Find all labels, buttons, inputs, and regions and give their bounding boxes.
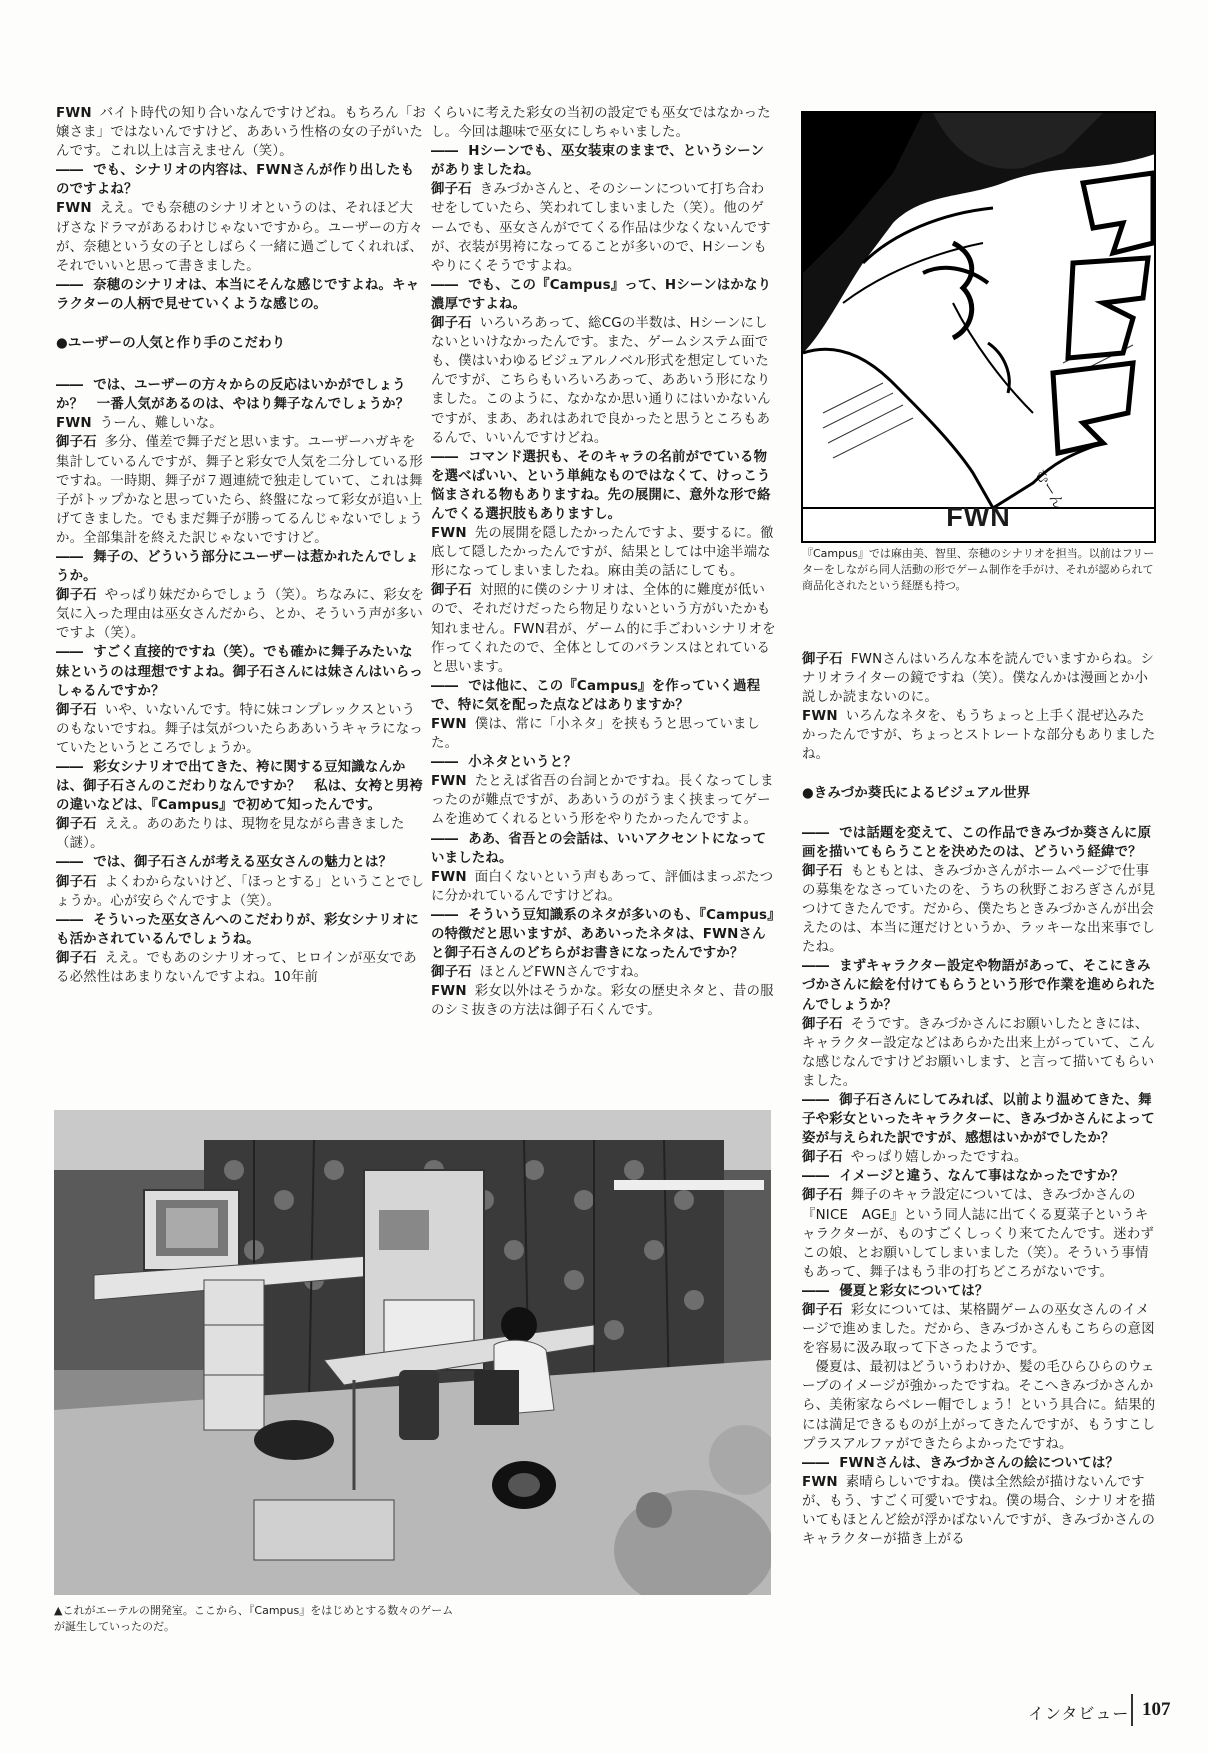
speaker-label: FWN bbox=[56, 201, 92, 217]
interviewer-question bbox=[431, 677, 776, 715]
utterance-text: 優夏と彩女については？ bbox=[839, 1283, 989, 1299]
utterance-text: 御子石さんにしてみれば、以前より温めてきた、舞子や彩女といったキャラクターに、きみづかさんによって姿が与えられた訳ですが、感想はいかがでしたか？ bbox=[802, 1092, 1155, 1147]
speaker-label: 御子石 bbox=[431, 583, 472, 599]
interview-paragraph bbox=[802, 707, 1158, 764]
text-column-3 bbox=[802, 650, 1158, 1549]
utterance-text: 面白くないという声もあって、評価はまっぷたつに分かれているんですけどね。 bbox=[431, 869, 774, 904]
interview-paragraph bbox=[431, 314, 776, 448]
interview-paragraph bbox=[431, 180, 776, 275]
utterance-text: やっぱり嬉しかったですね。 bbox=[850, 1150, 1028, 1166]
interview-paragraph bbox=[431, 104, 776, 142]
utterance-text: 小ネタというと？ bbox=[468, 755, 577, 771]
section-heading: ●きみづか葵氏によるビジュアル世界 bbox=[802, 785, 1031, 801]
speaker-label: ―― bbox=[431, 678, 459, 694]
speaker-label: 御子石 bbox=[802, 1188, 843, 1204]
illustration-caption: 『Campus』では麻由美、智里、奈穂のシナリオを担当。以前はフリーターをしながら同人活動の形でゲーム制作を手がけ、それが認められて商品化されたという経歴も持つ。 bbox=[802, 547, 1155, 592]
section-heading: ●ユーザーの人気と作り手のこだわり bbox=[56, 336, 286, 352]
utterance-text: 彩女シナリオで出てきた、袴に関する豆知識なんかは、御子石さんのこだわりなんですか？ 私は、女袴と男袴の違いなどは、『Campus』で初めて知ったんです。 bbox=[56, 760, 423, 814]
utterance-text: 舞子の、どういう部分にユーザーは惹かれたんでしょうか。 bbox=[56, 549, 419, 585]
utterance-text: 先の展開を隠したかったんですよ、要するに。徹底して隠したかったんですが、結果としては中途半端な形になってしまいましたね。麻由美の話にしても。 bbox=[431, 526, 774, 580]
utterance-text: 対照的に僕のシナリオは、全体的に難度が低いので、それだけだったら物足りないという方がいたかも知れません。FWN君が、ゲーム的に手ごわいシナリオを作ってくれたので、全体としてのバランスはとれていると思います。 bbox=[431, 583, 776, 675]
utterance-text: バイト時代の知り合いなんですけどね。もちろん「お嬢さま」ではないんですけど、ああいう性格の女の子がいたんです。これ以上は言えません（笑）。 bbox=[56, 106, 426, 160]
interviewer-question bbox=[56, 643, 426, 700]
interviewer-question bbox=[56, 376, 426, 414]
speaker-label: 御子石 bbox=[56, 874, 97, 890]
interviewer-question bbox=[56, 758, 426, 815]
utterance-text: ああ、省吾との会話は、いいアクセントになっていましたね。 bbox=[431, 831, 767, 866]
utterance-text: 舞子のキャラ設定については、きみづかさんの『NICE AGE』という同人誌に出てくる夏菜子というキャラクターが、ものすごくしっくり来てたんです。迷わずこの娘、とお願いしてしまいました（笑）。そういう事情もあって、舞子はもう非の打ちどころがないです。 bbox=[802, 1188, 1155, 1280]
fwn-illustration bbox=[801, 111, 1156, 543]
interviewer-question bbox=[56, 161, 426, 199]
utterance-text: いろいろあって、総CGの半数は、Hシーンにしないといけなかったんです。また、ゲームシステム面でも、僕はいわゆるビジュアルノベル形式を想定していたんですが、こちらもいろいろあって、ああいう形になりました。このように、なかなか思い通りにはいかないんですが、まあ、あれはあれで良かったと思うところもあるんで、いいんですけどね。 bbox=[431, 316, 771, 446]
interview-paragraph bbox=[431, 581, 776, 676]
speaker-label: FWN bbox=[431, 717, 467, 732]
speaker-label: 御子石 bbox=[56, 817, 97, 833]
speaker-label: ―― bbox=[802, 959, 830, 975]
speaker-label: 御子石 bbox=[56, 950, 97, 966]
utterance-text: では他に、この『Campus』を作っていく過程で、特に気を配った点などはありますか？ bbox=[431, 678, 761, 713]
utterance-text: FWNさんはいろんな本を読んでいますからね。シナリオライターの鏡ですね（笑）。僕なんかは漫画とか小説しか読まないのに。 bbox=[802, 652, 1155, 706]
interviewer-question bbox=[431, 906, 776, 963]
interview-paragraph bbox=[431, 772, 776, 829]
utterance-text: ええ。あのあたりは、現物を見ながら書きました（謎）。 bbox=[56, 817, 405, 852]
utterance-text: でも、シナリオの内容は、FWNさんが作り出したものですよね？ bbox=[56, 163, 415, 198]
speaker-label: 御子石 bbox=[802, 863, 843, 879]
interview-paragraph bbox=[56, 199, 426, 275]
speaker-label: ―― bbox=[802, 1283, 830, 1299]
interview-paragraph bbox=[802, 1358, 1158, 1453]
speaker-label: ―― bbox=[56, 760, 84, 775]
speaker-label: ―― bbox=[56, 378, 84, 394]
page-number: 107 bbox=[1142, 1699, 1171, 1720]
interview-paragraph bbox=[56, 414, 426, 433]
interview-paragraph bbox=[431, 524, 776, 581]
speaker-label: 御子石 bbox=[431, 316, 472, 332]
utterance-text: コマンド選択も、そのキャラの名前がでている物を選べばいい、という単純なものではなくて、けっこう悩まされる物もありますね。先の展開に、意外な形で絡んでくる選択肢もありますし。 bbox=[431, 449, 771, 522]
interview-paragraph bbox=[56, 433, 426, 548]
interviewer-question bbox=[56, 853, 426, 872]
utterance-text: 素晴らしいですね。僕は全然絵が描けないんですが、もう、すごく可愛いですね。僕の場合、シナリオを描いてもほとんど絵が浮かばないんですが、きみづかさんのキャラクターが描き上がる bbox=[802, 1474, 1156, 1548]
speaker-label: ―― bbox=[56, 912, 84, 928]
interview-paragraph bbox=[802, 650, 1158, 707]
footer-divider bbox=[1131, 1694, 1133, 1726]
office-photo bbox=[54, 1110, 771, 1595]
utterance-text: 優夏は、最初はどういうわけか、髪の毛ひらひらのウェーブのイメージが強かったですね。そこへきみづかさんから、美術家ならベレー帽でしょう！という具合に。結果的には満足できるものが上がってきたんですが、もうすこしプラスアルファができたらよかったですね。 bbox=[802, 1360, 1156, 1452]
interview-paragraph bbox=[56, 586, 426, 643]
utterance-text: きみづかさんと、そのシーンについて打ち合わせをしていたら、笑われてしまいました（笑）。他のゲームでも、巫女さんがでてくる作品は少なくないんですが、衣装が男袴になってることが多いので、Hシーンもやりにくそうですよね。 bbox=[431, 182, 771, 274]
utterance-text: 多分、僅差で舞子だと思います。ユーザーハガキを集計しているんですが、舞子と彩女で人気を二分している形ですね。一時期、舞子が７週連続で独走していて、これは舞子がトップかなと思っていたら、終盤になって彩女が追い上げてきました。でもまだ舞子が勝ってるんじゃないでしょうか。全部集計を終えた訳じゃないですけど。 bbox=[56, 435, 423, 546]
interviewer-question bbox=[56, 911, 426, 949]
utterance-text: イメージと違う、なんて事はなかったですか？ bbox=[839, 1169, 1125, 1185]
utterance-text: そういう豆知識系のネタが多いのも、『Campus』の特徴だと思いますが、ああいったネタは、FWNさんと御子石さんのどちらがお書きになったんですか？ bbox=[431, 907, 775, 962]
speaker-label: ―― bbox=[431, 907, 459, 923]
interview-paragraph bbox=[802, 862, 1158, 957]
speaker-label: FWN bbox=[431, 774, 467, 790]
interviewer-question bbox=[802, 1454, 1158, 1473]
speaker-label: FWN bbox=[431, 869, 467, 885]
utterance-text: もともとは、きみづかさんがホームページで仕事の募集をなさっていたのを、うちの秋野こおろぎさんが見つけてきたんです。だから、僕たちときみづかさんが出会えたのは、本当に運だけというか、ラッキーな出来事でしたね。 bbox=[802, 863, 1156, 956]
interviewer-question bbox=[56, 276, 426, 314]
speaker-label: FWN bbox=[56, 416, 92, 432]
speaker-label: ―― bbox=[431, 277, 459, 293]
utterance-text: やっぱり妹だからでしょう（笑）。ちなみに、彩女を気に入った理由は巫女さんだから、とか、そういう声が多いですよ（笑）。 bbox=[56, 588, 425, 642]
speaker-label: ―― bbox=[802, 1169, 830, 1185]
speaker-label: 御子石 bbox=[802, 652, 843, 667]
utterance-text: FWNさんは、きみづかさんの絵については？ bbox=[839, 1455, 1120, 1471]
utterance-text: いろんなネタを、もうちょっと上手く混ぜ込みたかったんですが、ちょっとストレートな部分もありましたね。 bbox=[802, 709, 1156, 763]
speaker-label: FWN bbox=[56, 106, 92, 121]
interview-paragraph bbox=[431, 963, 776, 982]
utterance-text: Hシーンでも、巫女装束のままで、というシーンがありましたね。 bbox=[431, 144, 765, 179]
artist-name: FWN bbox=[946, 502, 1011, 532]
office-photo-drawing bbox=[54, 1110, 771, 1595]
interviewer-question bbox=[56, 548, 426, 586]
utterance-text: そうです。きみづかさんにお願いしたときには、キャラクター設定などはあらかた出来上がっていて、こんな感じなんですけどお願いします、と言って描いてもらいました。 bbox=[802, 1016, 1155, 1089]
interviewer-question bbox=[431, 448, 776, 524]
interviewer-question bbox=[802, 1167, 1158, 1186]
utterance-text: 奈穂のシナリオは、本当にそんな感じですよね。キャラクターの人柄で見せていくような感じの。 bbox=[56, 277, 420, 312]
interviewer-question bbox=[431, 830, 776, 868]
speaker-label: ―― bbox=[802, 1455, 830, 1471]
utterance-text: うーん、難しいな。 bbox=[99, 416, 223, 432]
interviewer-question bbox=[802, 1282, 1158, 1301]
interview-paragraph bbox=[431, 982, 776, 1020]
utterance-text: いや、いないんです。特に妹コンプレックスというのもないですね。舞子は気がついたらああいうキャラになっていたというところでしょうか。 bbox=[56, 702, 423, 756]
speaker-label: FWN bbox=[431, 526, 467, 542]
interview-paragraph bbox=[802, 1148, 1158, 1167]
utterance-text: ええ。でもあのシナリオって、ヒロインが巫女である必然性はあまりないんですよね。10年前 bbox=[56, 950, 417, 986]
speaker-label: 御子石 bbox=[431, 182, 472, 198]
utterance-text: では、御子石さんが考える巫女さんの魅力とは？ bbox=[93, 855, 393, 871]
interview-paragraph bbox=[56, 873, 426, 911]
utterance-text: ほとんどFWNさんですね。 bbox=[479, 965, 648, 981]
interviewer-question bbox=[802, 824, 1158, 862]
interviewer-question bbox=[431, 753, 776, 772]
speaker-label: ―― bbox=[802, 825, 830, 841]
interviewer-question bbox=[802, 1091, 1158, 1148]
speaker-label: 御子石 bbox=[802, 1150, 843, 1166]
sound-effect-text: むーん bbox=[1031, 467, 1067, 512]
interview-paragraph bbox=[56, 949, 426, 987]
interviewer-question bbox=[431, 276, 776, 314]
interview-paragraph bbox=[56, 701, 426, 758]
speaker-label: ―― bbox=[431, 831, 459, 847]
utterance-text: すごく直接的ですね（笑）。でも確かに舞子みたいな妹というのは理想ですよね。御子石さんには妹さんはいらっしゃるんですか？ bbox=[56, 645, 423, 699]
speaker-label: 御子石 bbox=[56, 435, 97, 451]
manga-drawing bbox=[803, 113, 1156, 543]
interview-paragraph bbox=[56, 815, 426, 853]
text-column-2 bbox=[431, 104, 776, 1021]
speaker-label: ―― bbox=[431, 449, 459, 465]
text-column-1 bbox=[56, 104, 426, 987]
utterance-text: そういった巫女さんへのこだわりが、彩女シナリオにも活かされているんでしょうね。 bbox=[56, 912, 419, 947]
utterance-text: くらいに考えた彩女の当初の設定でも巫女ではなかったし。今回は趣味で巫女にしちゃいました。 bbox=[431, 106, 771, 141]
interview-paragraph bbox=[56, 104, 426, 161]
interview-paragraph bbox=[431, 868, 776, 906]
interview-paragraph bbox=[802, 1186, 1158, 1281]
utterance-text: ええ。でも奈穂のシナリオというのは、それほど大げさなドラマがあるわけじゃないですから。ユーザーの方々が、奈穂という女の子としばらく一緒に過ごしてくれれば、それでいいと思って書きました。 bbox=[56, 201, 423, 274]
speaker-label: 御子石 bbox=[56, 588, 97, 604]
speaker-label: ―― bbox=[802, 1092, 830, 1108]
interview-paragraph bbox=[802, 1473, 1158, 1549]
speaker-label: ―― bbox=[56, 549, 84, 565]
speaker-label: ―― bbox=[431, 144, 459, 160]
photo-caption: ▲これがエーテルの開発室。ここから、『Campus』をはじめとする数々のゲームが誕生していったのだ。 bbox=[54, 1604, 454, 1633]
utterance-text: 僕は、常に「小ネタ」を挟もうと思っていました。 bbox=[431, 717, 761, 752]
speaker-label: 御子石 bbox=[802, 1303, 843, 1318]
utterance-text: では話題を変えて、この作品できみづか葵さんに原画を描いてもらうことを決めたのは、どういう経緯で？ bbox=[802, 825, 1152, 860]
speaker-label: ―― bbox=[431, 755, 459, 771]
speaker-label: FWN bbox=[802, 1474, 838, 1490]
interviewer-question bbox=[802, 957, 1158, 1014]
interview-paragraph bbox=[802, 1301, 1158, 1358]
utterance-text: 彩女以外はそうかな。彩女の歴史ネタと、昔の服のシミ抜きの方法は御子石くんです。 bbox=[431, 984, 774, 1019]
speaker-label: 御子石 bbox=[802, 1016, 843, 1032]
speaker-label: ―― bbox=[56, 855, 84, 871]
speaker-label: FWN bbox=[431, 984, 467, 1000]
utterance-text: でも、この『Campus』って、Hシーンはかなり濃厚ですよね。 bbox=[431, 277, 772, 312]
speaker-label: 御子石 bbox=[431, 965, 472, 981]
speaker-label: 御子石 bbox=[56, 702, 97, 718]
utterance-text: では、ユーザーの方々からの反応はいかがでしょうか？ 一番人気があるのは、やはり舞子なんでしょうか？ bbox=[56, 378, 410, 413]
speaker-label: FWN bbox=[802, 709, 838, 725]
utterance-text: たとえば省吾の台詞とかですね。長くなってしまったのが難点ですが、ああいうのがうまく挟まってゲームを進めてくれるという形をやりたかったんですよ。 bbox=[431, 774, 774, 828]
interview-paragraph bbox=[431, 715, 776, 753]
utterance-text: 彩女については、某格闘ゲームの巫女さんのイメージで進めました。だから、きみづかさんもこちらの意図を容易に汲み取って下さったようです。 bbox=[802, 1303, 1155, 1357]
utterance-text: よくわからないけど、「ほっとする」ということでしょうか。心が安らぐんですよ（笑）。 bbox=[56, 874, 425, 909]
utterance-text: まずキャラクター設定や物語があって、そこにきみづかさんに絵を付けてもらうという形で作業を進められたんでしょうか？ bbox=[802, 959, 1156, 1013]
speaker-label: ―― bbox=[56, 277, 84, 293]
speaker-label: ―― bbox=[56, 645, 84, 661]
interviewer-question bbox=[431, 142, 776, 180]
speaker-label: ―― bbox=[56, 163, 84, 179]
section-label: インタビュー bbox=[1028, 1704, 1130, 1723]
interview-paragraph bbox=[802, 1015, 1158, 1091]
